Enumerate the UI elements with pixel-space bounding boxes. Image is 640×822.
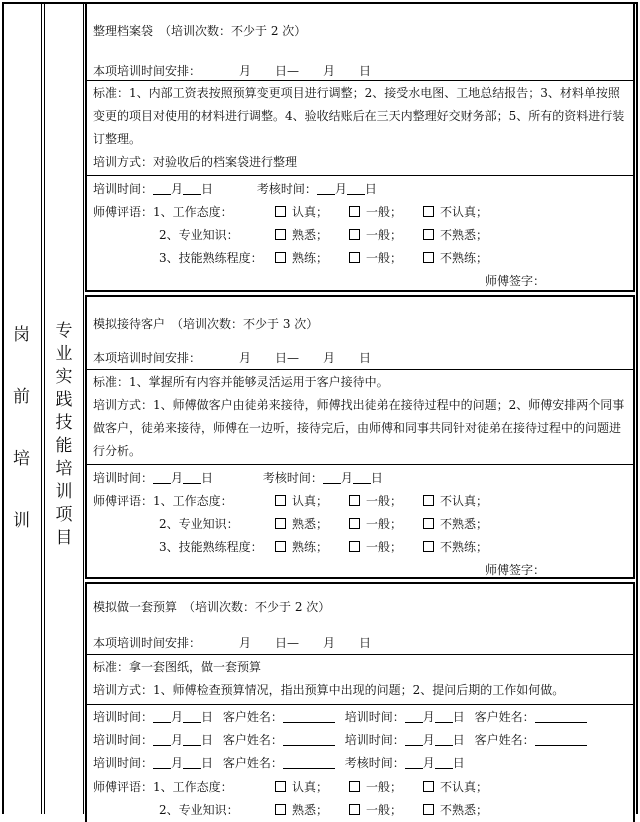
option-label: 不认真； (440, 494, 489, 508)
option-label: 一般； (366, 517, 403, 531)
option-label: 熟练； (292, 251, 329, 265)
train-time-label: 培训时间： (93, 710, 154, 724)
time-row (93, 180, 377, 197)
section-title (93, 598, 330, 615)
option-label: 不认真； (440, 780, 489, 794)
blank[interactable] (435, 710, 453, 723)
time-customer-row (93, 731, 587, 748)
method-text: 培训方式：1、师傅检查预算情况，指出预算中出现的问题；2、提问后期的工作如何做。 (93, 683, 565, 697)
month-label: 月 (422, 710, 435, 724)
schedule-label: 本项培训时间安排： (93, 636, 202, 650)
blank[interactable] (535, 733, 587, 746)
checkbox[interactable] (423, 804, 434, 815)
section-title-text: 模拟接待客户 (93, 317, 166, 331)
training-section-reception (85, 295, 635, 579)
option-label: 一般； (366, 494, 403, 508)
review-skill-row (93, 249, 489, 266)
section-title-text: 整理档案袋 (93, 24, 154, 38)
day-label: 日 (201, 733, 214, 747)
blank[interactable] (153, 182, 171, 195)
method-text: 培训方式：对验收后的档案袋进行整理 (93, 155, 298, 169)
review-skill-row (93, 538, 489, 555)
category-char: 岗 (13, 325, 30, 345)
blank[interactable] (435, 733, 453, 746)
month-label: 月 (422, 733, 435, 747)
option-label: 不熟悉； (440, 517, 489, 531)
blank[interactable] (183, 471, 201, 484)
time-row (93, 469, 383, 486)
customer-label: 客户姓名： (222, 733, 283, 747)
checkbox[interactable] (349, 495, 360, 506)
blank[interactable] (153, 471, 171, 484)
review-knowledge-row (93, 226, 489, 243)
day-label: 日 (370, 471, 383, 485)
checkbox[interactable] (423, 252, 434, 263)
train-time-label: 培训时间： (93, 756, 154, 770)
training-section-budget (85, 582, 635, 822)
blank[interactable] (405, 733, 423, 746)
knowledge-label: 2、专业知识： (159, 517, 239, 531)
standard-text: 标准：1、内部工资表按照预算变更项目进行调整；2、接受水电图、工地总结报告；3、材料单按照变更的项目对使用的材料进行调整。4、验收结账后在三天内整理好交财务部；5、所有的资料进行装订整理。 (93, 86, 625, 146)
option-label: 熟悉； (292, 517, 329, 531)
schedule-row (93, 62, 371, 79)
option-label: 一般； (366, 251, 403, 265)
day-label: 日 (364, 182, 377, 196)
standard-text: 标准：拿一套图纸，做一套预算 (93, 660, 262, 674)
customer-label: 客户姓名： (222, 710, 283, 724)
option-label: 不熟练； (440, 251, 489, 265)
customer-label: 客户姓名： (474, 710, 535, 724)
exam-time-label: 考核时间： (344, 756, 405, 770)
subcategory-char: 项 (55, 505, 73, 525)
checkbox[interactable] (275, 229, 286, 240)
subcategory-char: 专 (55, 321, 73, 341)
subcategory-label (45, 320, 83, 550)
blank[interactable] (347, 182, 365, 195)
subcategory-char: 业 (55, 344, 73, 364)
review-knowledge-row (93, 515, 489, 532)
training-section-archive (85, 2, 635, 292)
month-label: 月 (422, 756, 435, 770)
option-label: 不认真； (440, 205, 489, 219)
checkbox[interactable] (423, 518, 434, 529)
time-customer-row (93, 708, 587, 725)
checkbox[interactable] (349, 206, 360, 217)
blank[interactable] (153, 756, 171, 769)
option-label: 熟悉； (292, 228, 329, 242)
subcategory-char: 目 (55, 528, 73, 548)
method-text: 培训方式：1、师傅做客户由徒弟来接待，师傅找出徒弟在接待过程中的问题；2、师傅安排两个同事做客户，徒弟来接待，师傅在一边听，接待完后，由师傅和同事共同针对徒弟在接待过程中的问题进行分析。 (93, 398, 625, 458)
month-label: 月 (171, 182, 184, 196)
checkbox[interactable] (423, 229, 434, 240)
checkbox[interactable] (275, 541, 286, 552)
section-title (93, 22, 306, 39)
train-time-label: 培训时间： (344, 710, 405, 724)
review-attitude-row (93, 778, 489, 795)
checkbox[interactable] (349, 252, 360, 263)
divider (87, 175, 633, 176)
blank[interactable] (283, 756, 335, 769)
checkbox[interactable] (349, 518, 360, 529)
knowledge-label: 2、专业知识： (159, 803, 239, 817)
option-label: 不熟悉； (440, 803, 489, 817)
day-label: 日 (201, 710, 214, 724)
blank[interactable] (405, 710, 423, 723)
attitude-label: 1、工作态度： (153, 494, 233, 508)
month-label: 月 (334, 182, 347, 196)
day-label: 日 (452, 733, 465, 747)
month-label: 月 (171, 756, 184, 770)
option-label: 不熟悉； (440, 228, 489, 242)
day-label: 日 (201, 756, 214, 770)
training-count: （培训次数：不少于 2 次） (159, 24, 307, 38)
review-label: 师傅评语： (93, 494, 154, 508)
blank[interactable] (183, 756, 201, 769)
option-label: 认真； (292, 494, 329, 508)
option-label: 熟悉； (292, 803, 329, 817)
skill-label: 3、技能熟练程度： (159, 540, 263, 554)
skill-label: 3、技能熟练程度： (159, 251, 263, 265)
train-time-label: 培训时间： (344, 733, 405, 747)
train-time-label: 培训时间： (93, 471, 154, 485)
checkbox[interactable] (275, 804, 286, 815)
training-count: （培训次数：不少于 2 次） (183, 600, 331, 614)
option-label: 不熟练； (440, 540, 489, 554)
blank[interactable] (323, 471, 341, 484)
schedule-label: 本项培训时间安排： (93, 351, 202, 365)
month-label: 月 (340, 471, 353, 485)
checkbox[interactable] (349, 781, 360, 792)
checkbox[interactable] (275, 518, 286, 529)
checkbox[interactable] (349, 229, 360, 240)
schedule-date: 月 日— 月 日 (239, 351, 372, 365)
signature-label: 师傅签字： (485, 563, 546, 577)
customer-label: 客户姓名： (222, 756, 283, 770)
blank[interactable] (153, 710, 171, 723)
checkbox[interactable] (275, 252, 286, 263)
blank[interactable] (183, 733, 201, 746)
section-title-text: 模拟做一套预算 (93, 600, 178, 614)
subcategory-char: 训 (55, 482, 73, 502)
review-label: 师傅评语： (93, 205, 154, 219)
checkbox[interactable] (423, 495, 434, 506)
time-customer-exam-row (93, 754, 465, 771)
option-label: 一般； (366, 803, 403, 817)
option-label: 一般； (366, 228, 403, 242)
checkbox[interactable] (349, 541, 360, 552)
knowledge-label: 2、专业知识： (159, 228, 239, 242)
checkbox[interactable] (423, 206, 434, 217)
training-count: （培训次数：不少于 3 次） (171, 317, 319, 331)
option-label: 一般； (366, 780, 403, 794)
option-label: 认真； (292, 205, 329, 219)
subcategory-char: 技 (55, 413, 73, 433)
day-label: 日 (452, 710, 465, 724)
standard-text: 标准：1、掌握所有内容并能够灵活运用于客户接待中。 (93, 375, 389, 389)
blank[interactable] (405, 756, 423, 769)
review-attitude-row (93, 492, 489, 509)
checkbox[interactable] (275, 781, 286, 792)
blank[interactable] (183, 182, 201, 195)
blank[interactable] (153, 733, 171, 746)
option-label: 熟练； (292, 540, 329, 554)
schedule-row (93, 634, 371, 651)
checkbox[interactable] (423, 781, 434, 792)
blank[interactable] (283, 710, 335, 723)
blank[interactable] (353, 471, 371, 484)
schedule-row (93, 349, 371, 366)
review-label: 师傅评语： (93, 780, 154, 794)
month-label: 月 (171, 471, 184, 485)
category-char: 训 (13, 511, 30, 531)
blank[interactable] (535, 710, 587, 723)
review-attitude-row (93, 203, 489, 220)
train-time-label: 培训时间： (93, 182, 154, 196)
option-label: 一般； (366, 205, 403, 219)
attitude-label: 1、工作态度： (153, 205, 233, 219)
checkbox[interactable] (275, 495, 286, 506)
exam-time-label: 考核时间： (262, 471, 323, 485)
category-column (2, 2, 42, 814)
category-char: 培 (13, 449, 30, 469)
category-label (2, 318, 41, 538)
divider (87, 704, 633, 705)
subcategory-char: 培 (55, 459, 73, 479)
checkbox[interactable] (423, 541, 434, 552)
review-knowledge-row (93, 801, 489, 818)
category-char: 前 (13, 387, 30, 407)
train-time-label: 培训时间： (93, 733, 154, 747)
section-title (93, 315, 318, 332)
blank[interactable] (183, 710, 201, 723)
subcategory-char: 践 (55, 390, 73, 410)
day-label: 日 (201, 471, 214, 485)
checkbox[interactable] (349, 804, 360, 815)
attitude-label: 1、工作态度： (153, 780, 233, 794)
schedule-date: 月 日— 月 日 (239, 636, 372, 650)
subcategory-char: 能 (55, 436, 73, 456)
schedule-date: 月 日— 月 日 (239, 64, 372, 78)
subcategory-char: 实 (55, 367, 73, 387)
divider (87, 80, 633, 81)
checkbox[interactable] (275, 206, 286, 217)
day-label: 日 (452, 756, 465, 770)
month-label: 月 (171, 710, 184, 724)
blank[interactable] (283, 733, 335, 746)
signature-label: 师傅签字： (485, 274, 546, 288)
option-label: 认真； (292, 780, 329, 794)
schedule-label: 本项培训时间安排： (93, 64, 202, 78)
divider (87, 654, 633, 655)
blank[interactable] (435, 756, 453, 769)
subcategory-column (44, 2, 84, 814)
customer-label: 客户姓名： (474, 733, 535, 747)
day-label: 日 (201, 182, 214, 196)
divider (87, 464, 633, 465)
exam-time-label: 考核时间： (256, 182, 317, 196)
blank[interactable] (317, 182, 335, 195)
month-label: 月 (171, 733, 184, 747)
divider (87, 369, 633, 370)
option-label: 一般； (366, 540, 403, 554)
